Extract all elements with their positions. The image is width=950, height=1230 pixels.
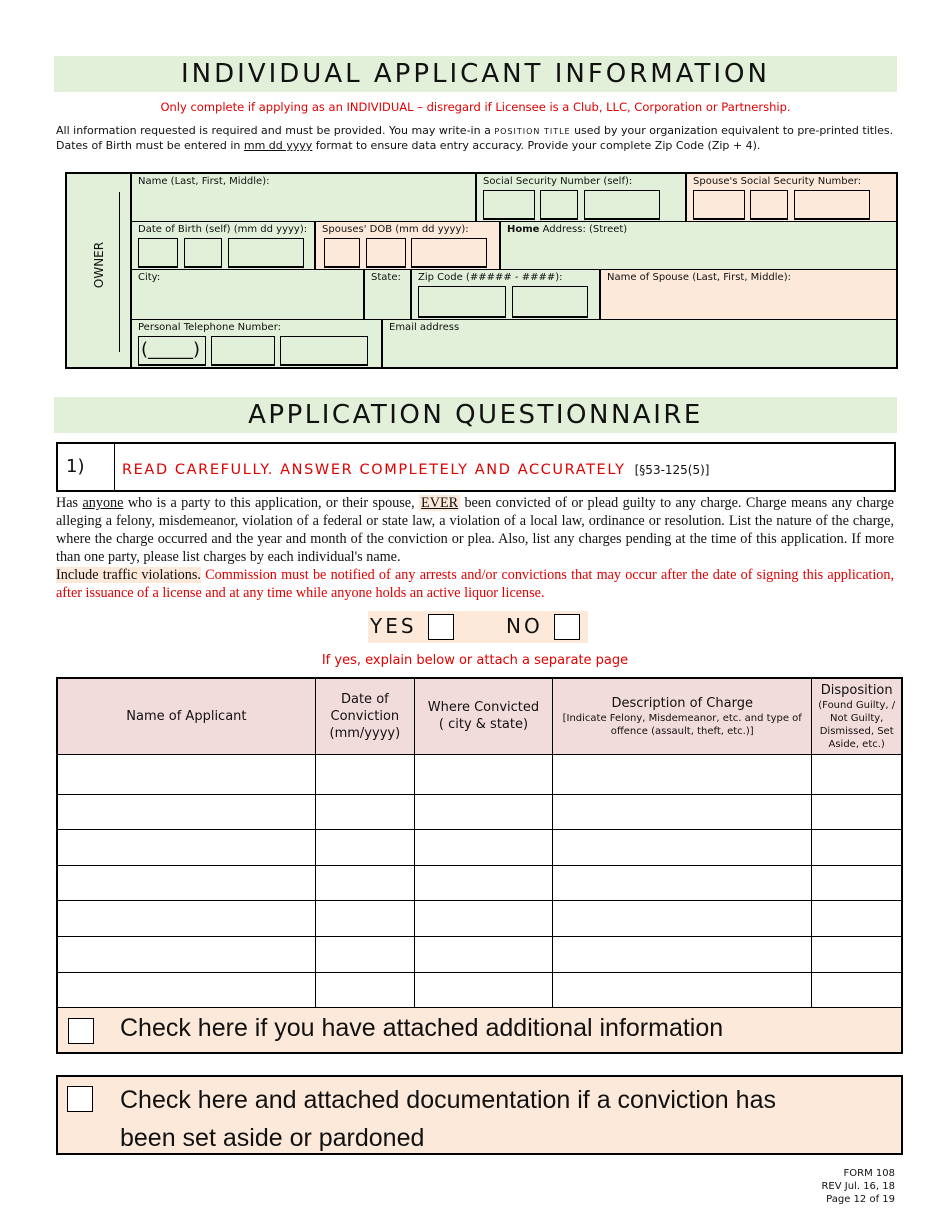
cell-disposition[interactable] (812, 754, 902, 794)
cell-date[interactable] (315, 829, 414, 865)
cell-name[interactable] (57, 865, 315, 900)
cell-description[interactable] (553, 865, 812, 900)
dob-year[interactable] (228, 238, 304, 268)
name-field[interactable]: Name (Last, First, Middle): (131, 173, 476, 222)
form-number: FORM 108 (843, 1168, 895, 1179)
home-address-field[interactable]: Home Address: (Street) (500, 221, 897, 270)
dob-day[interactable] (184, 238, 222, 268)
section-title-individual: INDIVIDUAL APPLICANT INFORMATION (54, 56, 897, 92)
cell-disposition[interactable] (812, 936, 902, 972)
cell-where[interactable] (414, 936, 552, 972)
explain-note: If yes, explain below or attach a separate page (321, 653, 629, 668)
cell-where[interactable] (414, 829, 552, 865)
cell-date[interactable] (315, 754, 414, 794)
attached-info-checkbox[interactable] (68, 1018, 94, 1044)
cell-name[interactable] (57, 754, 315, 794)
cell-date[interactable] (315, 794, 414, 829)
cell-description[interactable] (553, 972, 812, 1007)
question-1-text: Has anyone who is a party to this application, or their spouse, EVER been convicted of or plead guilty to any charge. Charge means any charge alleging a felony, misdemeanor, violation of a federal or state law, a violation of a local law, ordinance or resolution. List the nature of the charge, where the charge occurred and the year and month of the conviction or plea. Also, list any charges pending at the time of this application. If more than one party, please list charges by each individual's name. Include traffic violations. Commission must be notified of any arrests and/or convictions that may occur after the date of signing this application, after issuance of a license and at any time while anyone holds an active liquor license. (56, 495, 894, 601)
cell-description[interactable] (553, 794, 812, 829)
cell-date[interactable] (315, 972, 414, 1007)
ssn-part-1[interactable] (483, 190, 535, 220)
question-1-header (56, 442, 896, 492)
no-label: NO (506, 614, 543, 638)
cell-name[interactable] (57, 794, 315, 829)
owner-label: OWNER (92, 241, 106, 289)
phone-field[interactable]: Personal Telephone Number: (_____) (131, 319, 382, 368)
col-where-convicted: Where Convicted ( city & state) (414, 678, 552, 754)
col-date-of-conviction: Date of Conviction (mm/yyyy) (315, 678, 414, 754)
spouse-dob-year[interactable] (411, 238, 487, 268)
zip-field[interactable]: Zip Code (##### - ####): (411, 269, 600, 320)
revision: REV Jul. 16, 18 (821, 1181, 895, 1192)
spouse-dob-day[interactable] (366, 238, 406, 268)
yes-label: YES (370, 614, 417, 638)
table-row (57, 865, 902, 900)
spouse-ssn-field[interactable]: Spouse's Social Security Number: (686, 173, 897, 222)
cell-disposition[interactable] (812, 794, 902, 829)
cell-disposition[interactable] (812, 972, 902, 1007)
yes-checkbox[interactable] (428, 614, 454, 640)
yes-no-row (368, 611, 588, 643)
cell-description[interactable] (553, 754, 812, 794)
question-heading: READ CAREFULLY. ANSWER COMPLETELY AND ACCURATELY [§53-125(5)] (122, 462, 710, 478)
state-field[interactable]: State: (364, 269, 411, 320)
cell-description[interactable] (553, 829, 812, 865)
spouse-dob-field[interactable]: Spouses' DOB (mm dd yyyy): (315, 221, 500, 270)
table-row (57, 900, 902, 936)
cell-date[interactable] (315, 900, 414, 936)
col-disposition: Disposition (Found Guilty, / Not Guilty, Dismissed, Set Aside, etc.) (812, 678, 902, 754)
table-row (57, 829, 902, 865)
section-title-questionnaire: APPLICATION QUESTIONNAIRE (54, 397, 897, 433)
attached-info-row (57, 1007, 902, 1053)
ssn-part-2[interactable] (540, 190, 578, 220)
spouse-dob-month[interactable] (324, 238, 360, 268)
col-name-of-applicant: Name of Applicant (57, 678, 315, 754)
email-field[interactable]: Email address (382, 319, 897, 368)
zip-5[interactable] (418, 286, 506, 318)
question-number: 1) (66, 456, 85, 477)
attached-info-label: Check here if you have attached additional information (120, 1013, 724, 1042)
convictions-table (56, 677, 903, 1054)
spouse-ssn-part-1[interactable] (693, 190, 745, 220)
cell-where[interactable] (414, 972, 552, 1007)
cell-date[interactable] (315, 865, 414, 900)
cell-name[interactable] (57, 936, 315, 972)
cell-where[interactable] (414, 865, 552, 900)
cell-name[interactable] (57, 900, 315, 936)
form-footer (821, 1167, 895, 1206)
page-number: Page 12 of 19 (826, 1194, 895, 1205)
cell-where[interactable] (414, 900, 552, 936)
cell-disposition[interactable] (812, 900, 902, 936)
table-row (57, 972, 902, 1007)
cell-name[interactable] (57, 972, 315, 1007)
individual-only-note: Only complete if applying as an INDIVIDUAL – disregard if Licensee is a Club, LLC, Corporation or Partnership. (160, 100, 791, 114)
ssn-field[interactable]: Social Security Number (self): (476, 173, 686, 222)
phone-line[interactable] (280, 336, 368, 366)
col-description: Description of Charge [Indicate Felony, Misdemeanor, etc. and type of offence (assault, theft, etc.)] (553, 678, 812, 754)
table-row (57, 936, 902, 972)
set-aside-label: Check here and attached documentation if a conviction has been set aside or pardoned (120, 1086, 776, 1152)
no-checkbox[interactable] (554, 614, 580, 640)
table-row (57, 754, 902, 794)
ssn-part-3[interactable] (584, 190, 660, 220)
phone-prefix[interactable] (211, 336, 275, 366)
cell-where[interactable] (414, 754, 552, 794)
cell-disposition[interactable] (812, 829, 902, 865)
set-aside-checkbox[interactable] (67, 1086, 93, 1112)
zip-4[interactable] (512, 286, 588, 318)
spouse-ssn-part-2[interactable] (750, 190, 788, 220)
owner-side-column (67, 174, 131, 367)
set-aside-box (56, 1075, 903, 1155)
phone-area-code[interactable]: (_____) (138, 336, 206, 366)
spouse-name-field[interactable]: Name of Spouse (Last, First, Middle): (600, 269, 897, 320)
dob-month[interactable] (138, 238, 178, 268)
cell-description[interactable] (553, 936, 812, 972)
dob-field[interactable]: Date of Birth (self) (mm dd yyyy): (131, 221, 315, 270)
city-field[interactable]: City: (131, 269, 364, 320)
table-row (57, 794, 902, 829)
instructions: All information requested is required and must be provided. You may write-in a POSITION TITLE used by your organization equivalent to pre-printed titles. Dates of Birth must be entered in mm dd yyyy format to ensure data entry accuracy. Provide your complete Zip Code (Zip + 4). (56, 124, 894, 152)
cell-date[interactable] (315, 936, 414, 972)
cell-where[interactable] (414, 794, 552, 829)
cell-description[interactable] (553, 900, 812, 936)
spouse-ssn-part-3[interactable] (794, 190, 870, 220)
cell-name[interactable] (57, 829, 315, 865)
cell-disposition[interactable] (812, 865, 902, 900)
